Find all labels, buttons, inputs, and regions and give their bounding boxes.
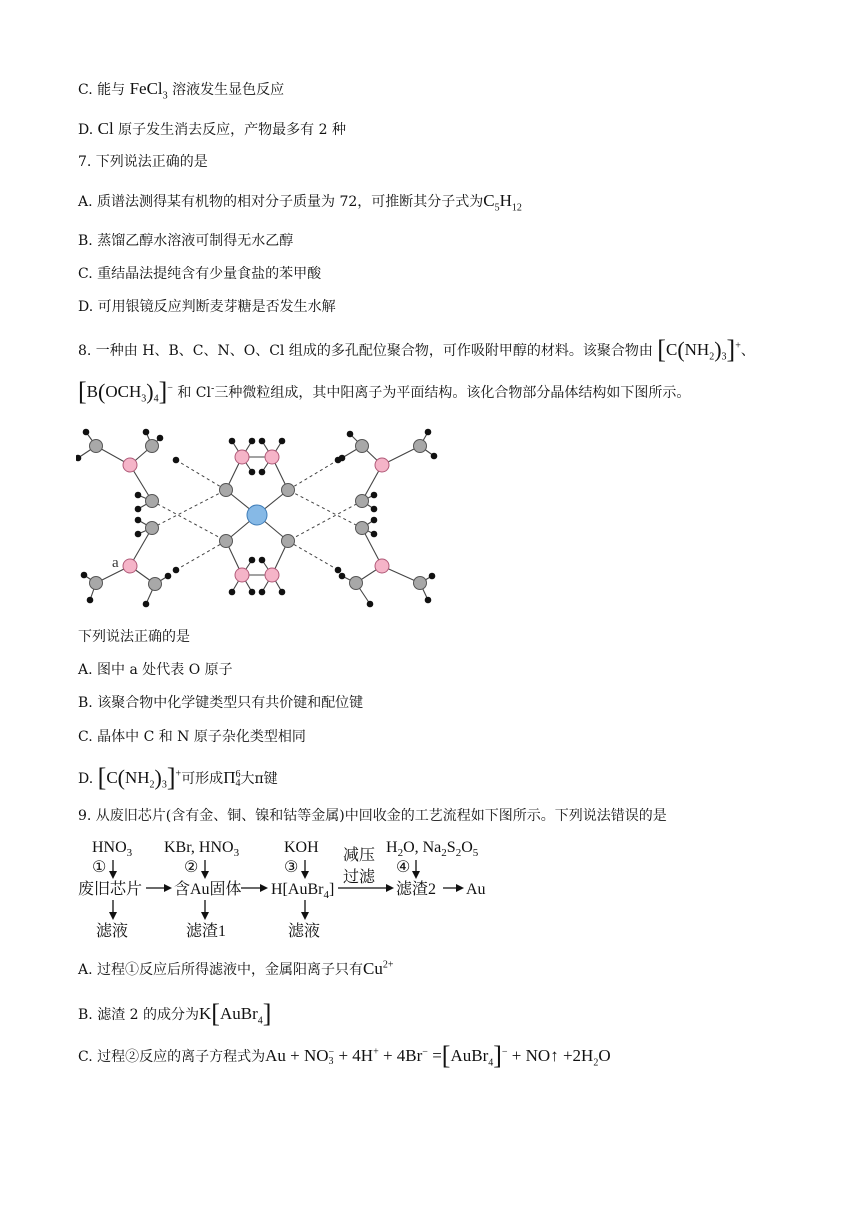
- q7-option-c: C. 重结晶法提纯含有少量食盐的苯甲酸: [78, 266, 322, 282]
- q8-option-c: C. 晶体中 C 和 N 原子杂化类型相同: [78, 729, 306, 745]
- reagent-3: KOH: [284, 839, 319, 856]
- output-filtrate-1: 滤液: [96, 923, 129, 940]
- q8-cl-charge: -: [210, 383, 215, 395]
- process-flow-diagram: [76, 832, 496, 944]
- reagent-2: KBr, $HNO_3$: [164, 839, 240, 859]
- q8-option-a: A. 图中 a 处代表 O 原子: [78, 662, 233, 678]
- q9-optb-formula: K[AuBr$_4$]: [199, 999, 272, 1028]
- q8-comma: 、: [740, 343, 755, 359]
- node-au-solid: 含Au固体: [174, 881, 242, 898]
- q7-option-a: [78, 191, 522, 212]
- q9-opta-ion: $Cu^{2+}$: [363, 959, 394, 978]
- q8-optd-text: 可形成: [181, 771, 224, 787]
- q8-cation-formula: $[C(NH_2)_3]^+$: [657, 335, 741, 364]
- output-residue-1: 滤渣1: [186, 923, 227, 940]
- step-1: ①: [92, 859, 107, 876]
- q6-optd-text: 原子发生消去反应，产物最多有 2 种: [118, 122, 346, 138]
- q9-option-b: [78, 999, 272, 1028]
- node-haubr4: H[AuBr$_4$]: [271, 881, 335, 901]
- q8-optd-label: D.: [78, 771, 94, 787]
- q8-option-b: B. 该聚合物中化学键类型只有共价键和配位键: [78, 695, 364, 711]
- step-3: ③: [284, 859, 299, 876]
- q8-option-d: [78, 763, 278, 792]
- q7-option-b: B. 蒸馏乙醇水溶液可制得无水乙醇: [78, 233, 294, 249]
- q6-optd-label: D.: [78, 122, 94, 138]
- q9-stem: 9. 从废旧芯片(含有金、铜、镍和钴等金属)中回收金的工艺流程如下图所示。下列说法错误的是: [78, 808, 667, 824]
- q6-option-c: [78, 79, 284, 100]
- q9-option-a: [78, 959, 394, 980]
- condition-bottom: 过滤: [343, 869, 376, 886]
- node-waste-chip: 废旧芯片: [78, 881, 143, 898]
- q9-optc-equation: Au + NO − 3 + 4H+ + 4Br− =[AuBr$_4$]− + NO↑ $+2H_2O$: [265, 1041, 611, 1070]
- q8-stem-cl: 和 Cl: [177, 385, 211, 401]
- node-au: Au: [466, 881, 486, 898]
- step-4: ④: [396, 859, 411, 876]
- q8-ask: 下列说法正确的是: [78, 629, 190, 645]
- q8-stem-text-2: 三种微粒组成，其中阳离子为平面结构。该化合物部分晶体结构如下图所示。: [214, 385, 691, 401]
- q7-opta-text: A. 质谱法测得某有机物的相对分子质量为 72，可推断其分子式为: [78, 194, 484, 210]
- q8-optd-text-2: 大π键: [240, 771, 278, 787]
- q8-optd-cation: $[C(NH_2)_3]^+$: [97, 763, 182, 792]
- q7-option-d: D. 可用银镜反应判断麦芽糖是否发生水解: [78, 299, 336, 315]
- q8-optd-pi: Π 6 4: [223, 768, 241, 790]
- step-2: ②: [184, 859, 199, 876]
- q9-optc-text: C. 过程②反应的离子方程式为: [78, 1049, 266, 1065]
- reagent-4: $H_2O$, $Na_2S_2O_5$: [386, 839, 479, 859]
- q8-stem-text: 8. 一种由 H、B、C、N、O、Cl 组成的多孔配位聚合物，可作吸附甲醇的材料。该聚合物由: [78, 343, 653, 359]
- q8-anion-formula: $[B(OCH_3)_4]^-$: [78, 377, 173, 406]
- q6-optc-formula: FeCl$_3$: [129, 79, 168, 102]
- q6-optc-text-2: 溶液发生显色反应: [172, 82, 285, 98]
- q6-option-d: [78, 119, 346, 140]
- atom-label-a: a: [112, 555, 119, 571]
- output-filtrate-2: 滤液: [288, 923, 321, 940]
- q9-opta-text: A. 过程①反应后所得滤液中，金属阳离子只有: [78, 962, 364, 978]
- q7-opta-formula: $C_5H_{12}$: [483, 191, 522, 214]
- reagent-1: $HNO_3$: [92, 839, 133, 859]
- q6-optd-cl: Cl: [97, 119, 114, 138]
- q9-optb-text: B. 滤渣 2 的成分为: [78, 1007, 199, 1023]
- q8-stem-line1: [78, 335, 755, 364]
- q6-optc-text: C. 能与: [78, 82, 126, 98]
- crystal-structure-figure: [76, 424, 446, 614]
- node-residue-2: 滤渣2: [396, 881, 437, 898]
- q8-stem-line2: [78, 377, 691, 406]
- q7-stem: 7. 下列说法正确的是: [78, 154, 208, 170]
- condition-top: 减压: [343, 847, 376, 864]
- q9-option-c: [78, 1041, 611, 1070]
